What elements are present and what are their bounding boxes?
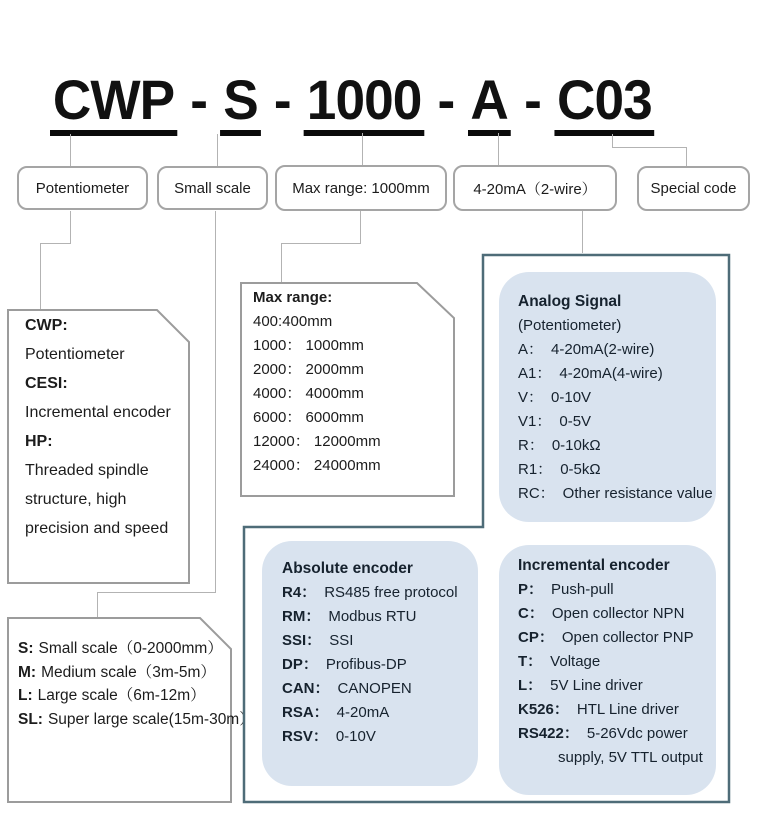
title-segment-series: CWP xyxy=(50,72,177,136)
note-line: Incremental encoder xyxy=(25,404,171,421)
title-separator: - xyxy=(190,68,208,131)
code-box-potentiometer xyxy=(17,166,148,210)
note-line: S: Small scale（0-2000mm） xyxy=(18,640,223,657)
connector-line xyxy=(362,133,363,166)
analog-panel-items xyxy=(518,338,716,506)
code-box-label: Max range: 1000mm xyxy=(292,179,430,197)
connector-line xyxy=(217,134,218,166)
connector-line xyxy=(281,243,361,244)
panel-line: DP： Profibus-DP xyxy=(282,656,407,673)
panel-line: T： Voltage xyxy=(518,653,601,670)
absolute-encoder-panel xyxy=(262,541,478,786)
panel-line: A1： 4-20mA(4-wire) xyxy=(518,365,663,382)
connector-line xyxy=(97,592,98,617)
code-box-label: Potentiometer xyxy=(35,179,130,197)
panel-line: SSI： SSI xyxy=(282,632,354,649)
panel-line: K526： HTL Line driver xyxy=(518,701,679,718)
connector-line xyxy=(40,243,71,244)
title-segment-range: 1000 xyxy=(304,72,424,136)
panel-line: C： Open collector NPN xyxy=(518,605,685,622)
title-separator: - xyxy=(273,68,291,131)
note-line: Potentiometer xyxy=(25,346,125,363)
panel-line: R1： 0-5kΩ xyxy=(518,461,601,478)
incremental-panel-heading: Incremental encoder xyxy=(518,557,670,574)
absolute-panel-heading: Absolute encoder xyxy=(282,560,413,577)
code-box-small-scale xyxy=(157,166,268,210)
note-line: CESI: xyxy=(25,375,68,392)
code-box-label: Special code xyxy=(650,180,737,197)
panel-line: supply, 5V TTL output xyxy=(558,749,703,766)
note-line: 2000： 2000mm xyxy=(253,361,364,378)
panel-line: CP： Open collector PNP xyxy=(518,629,694,646)
note-line: M: Medium scale（3m-5m） xyxy=(18,663,216,681)
connector-line xyxy=(70,134,71,166)
analog-signal-panel xyxy=(499,272,716,522)
note-line: 400:400mm xyxy=(253,313,333,330)
note-line: 6000： 6000mm xyxy=(253,409,364,426)
note-line: Threaded spindle xyxy=(25,462,149,479)
note-line: 12000： 12000mm xyxy=(253,433,381,450)
connector-line xyxy=(215,211,216,592)
connector-line xyxy=(612,147,687,148)
panel-line: R： 0-10kΩ xyxy=(518,437,601,454)
note-line: CWP: xyxy=(25,317,68,334)
panel-line: RSA： 4-20mA xyxy=(282,704,390,721)
panel-line: RM： Modbus RTU xyxy=(282,608,417,625)
note-line: 1000： 1000mm xyxy=(253,337,364,354)
incremental-panel-items xyxy=(518,578,716,770)
code-box-special-code xyxy=(637,166,750,211)
panel-line: RC： Other resistance value xyxy=(518,485,713,502)
note-line: HP: xyxy=(25,433,53,450)
connector-line xyxy=(612,134,613,148)
code-box-label: 4-20mA（2-wire） xyxy=(473,180,597,198)
connector-line xyxy=(40,243,41,309)
title-separator: - xyxy=(437,68,455,131)
connector-line xyxy=(498,133,499,166)
incremental-encoder-panel xyxy=(499,545,716,795)
code-box-label: Small scale xyxy=(174,179,251,197)
series-note-box xyxy=(25,311,185,543)
title-segment-special: C03 xyxy=(554,72,654,136)
model-code-title xyxy=(50,68,655,136)
panel-line: L： 5V Line driver xyxy=(518,677,643,694)
panel-line: A： 4-20mA(2-wire) xyxy=(518,341,655,358)
connector-line xyxy=(70,211,71,244)
note-line: 24000： 24000mm xyxy=(253,457,381,474)
panel-line: P： Push-pull xyxy=(518,581,614,598)
analog-panel-subheading: (Potentiometer) xyxy=(518,317,622,334)
analog-panel-heading: Analog Signal xyxy=(518,293,622,310)
scale-note-box xyxy=(18,637,255,731)
connector-line xyxy=(360,211,361,244)
title-segment-scale: S xyxy=(220,72,260,136)
max-range-heading: Max range: xyxy=(253,289,333,306)
panel-line: R4： RS485 free protocol xyxy=(282,584,458,601)
connector-line xyxy=(582,211,583,253)
panel-line: RSV： 0-10V xyxy=(282,728,376,745)
note-line: structure, high xyxy=(25,491,127,508)
absolute-panel-items xyxy=(282,581,478,749)
note-line: SL: Super large scale(15m-30m） xyxy=(18,710,255,728)
panel-line: V： 0-10V xyxy=(518,389,592,406)
code-box-signal xyxy=(453,165,617,211)
code-box-max-range xyxy=(275,165,447,211)
panel-line: V1： 0-5V xyxy=(518,413,592,430)
connector-line xyxy=(686,147,687,167)
panel-line: RS422： 5-26Vdc power xyxy=(518,725,688,742)
connector-line xyxy=(97,592,216,593)
panel-line: CAN： CANOPEN xyxy=(282,680,412,697)
title-separator: - xyxy=(524,68,541,131)
title-segment-signal: A xyxy=(468,72,511,136)
note-line: precision and speed xyxy=(25,520,169,537)
note-line: L: Large scale（6m-12m） xyxy=(18,687,206,704)
note-line: 4000： 4000mm xyxy=(253,385,364,402)
